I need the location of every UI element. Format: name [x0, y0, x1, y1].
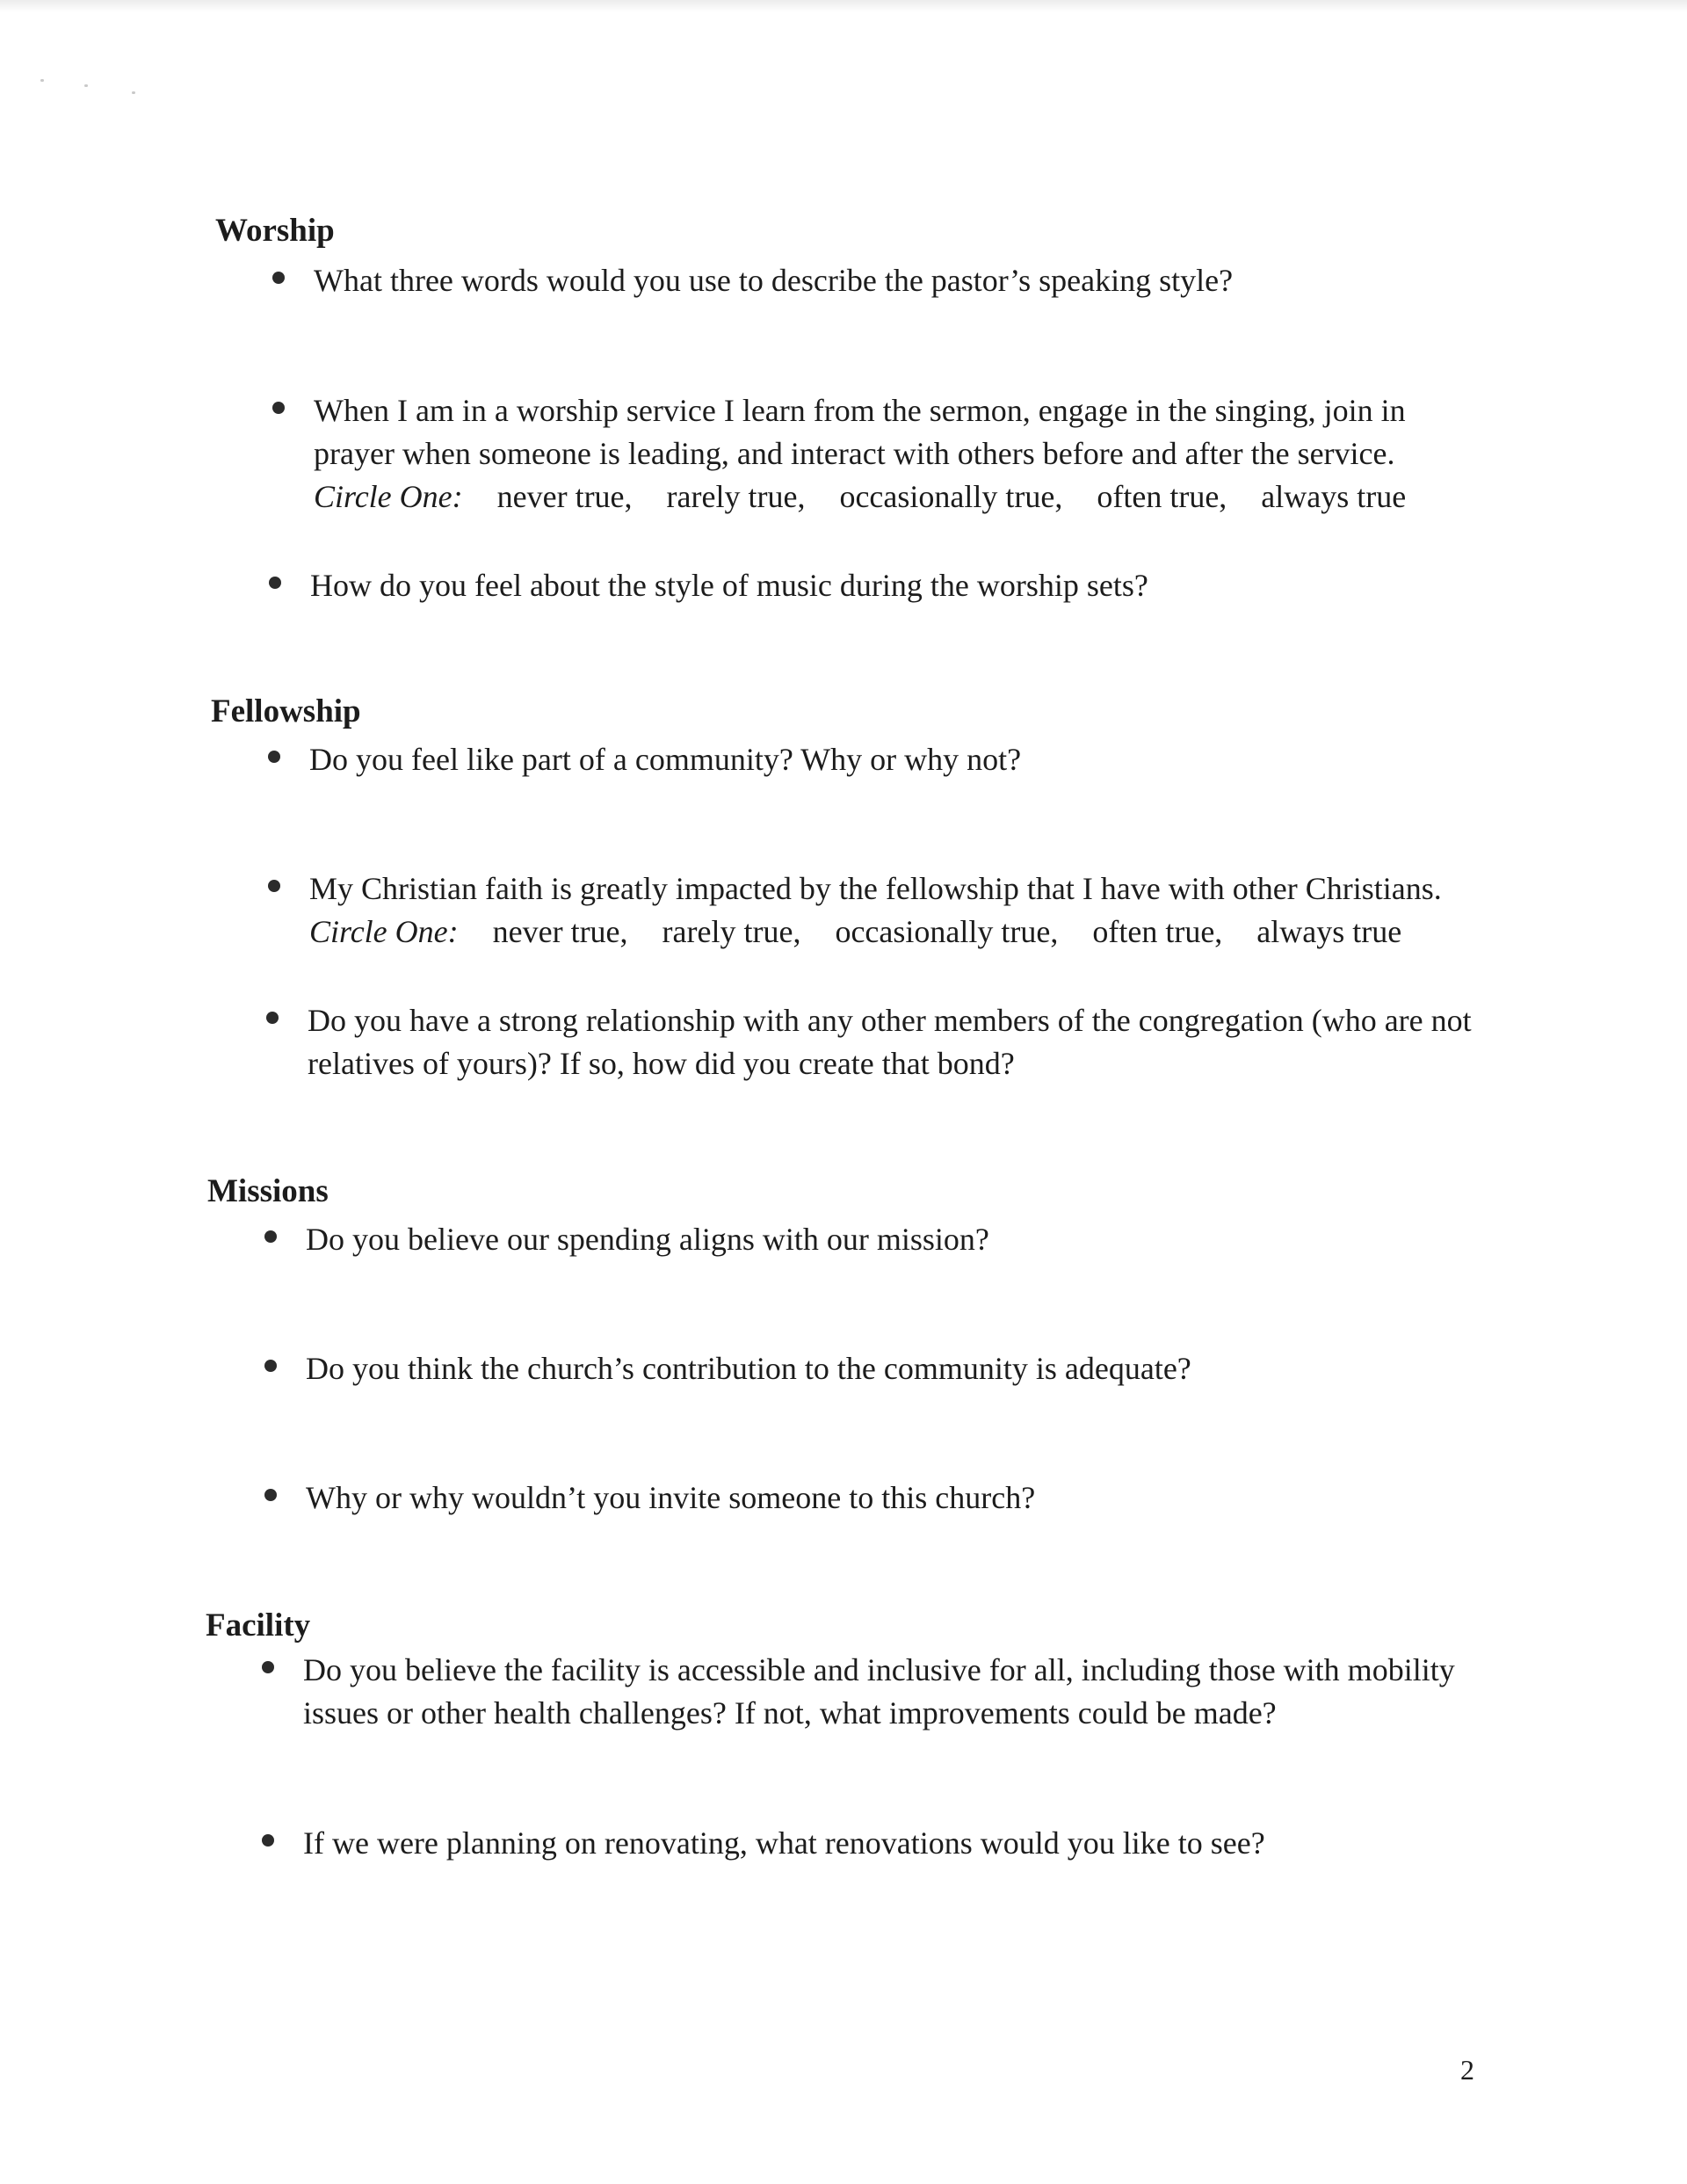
question-text: What three words would you use to describe the pastor’s speaking style? — [314, 263, 1234, 298]
section-title-worship: Worship — [215, 213, 335, 249]
section-title-missions: Missions — [207, 1173, 329, 1209]
bullet-icon — [264, 1230, 277, 1243]
worship-item-3 — [310, 564, 1558, 607]
option-always-true[interactable]: always true — [1261, 479, 1407, 514]
worship-item-2 — [314, 389, 1456, 519]
question-text: How do you feel about the style of music during the worship sets? — [310, 568, 1148, 603]
question-text: My Christian faith is greatly impacted by the fellowship that I have with other Christians. — [309, 871, 1442, 906]
missions-item-1 — [306, 1218, 1553, 1261]
bullet-icon — [268, 880, 280, 892]
bullet-icon — [262, 1661, 274, 1673]
facility-item-1 — [303, 1649, 1472, 1735]
question-text: When I am in a worship service I learn from the sermon, engage in the singing, join in prayer when someone is leading, and interact with others before and after the service. — [314, 393, 1406, 471]
option-occasionally-true[interactable]: occasionally true, — [835, 914, 1059, 949]
option-always-true[interactable]: always true — [1256, 914, 1402, 949]
circle-one-scale — [314, 475, 1456, 519]
bullet-icon — [262, 1834, 274, 1847]
circle-one-label: Circle One: — [314, 479, 463, 514]
option-never-true[interactable]: never true, — [496, 479, 633, 514]
option-often-true[interactable]: often true, — [1092, 914, 1223, 949]
missions-item-2 — [306, 1347, 1553, 1390]
missions-item-3 — [306, 1477, 1553, 1520]
question-text: If we were planning on renovating, what renovations would you like to see? — [303, 1825, 1265, 1861]
fellowship-item-3 — [308, 999, 1485, 1085]
question-text: Do you think the church’s contribution to the community is adequate? — [306, 1351, 1191, 1386]
bullet-icon — [272, 402, 285, 414]
fellowship-item-1 — [309, 738, 1557, 781]
question-text: Why or why wouldn’t you invite someone to this church? — [306, 1480, 1036, 1515]
bullet-icon — [272, 272, 285, 284]
option-rarely-true[interactable]: rarely true, — [662, 914, 801, 949]
circle-one-scale — [309, 911, 1557, 954]
circle-one-label: Circle One: — [309, 914, 459, 949]
section-title-facility: Facility — [206, 1607, 311, 1643]
question-text: Do you believe our spending aligns with our mission? — [306, 1222, 989, 1257]
option-rarely-true[interactable]: rarely true, — [666, 479, 806, 514]
option-occasionally-true[interactable]: occasionally true, — [839, 479, 1063, 514]
scan-speck — [84, 84, 88, 87]
bullet-icon — [264, 1489, 277, 1501]
option-never-true[interactable]: never true, — [492, 914, 628, 949]
scan-speck — [132, 91, 135, 94]
option-often-true[interactable]: often true, — [1097, 479, 1227, 514]
bullet-icon — [264, 1360, 277, 1372]
bullet-icon — [269, 577, 281, 589]
facility-item-2 — [303, 1822, 1551, 1865]
question-text: Do you have a strong relationship with any other members of the congregation (who are not relatives of yours)? If so, how did you create that bond? — [308, 1003, 1472, 1081]
bullet-icon — [268, 751, 280, 763]
scan-edge-shading — [0, 0, 1687, 12]
question-text: Do you feel like part of a community? Why or why not? — [309, 742, 1022, 777]
bullet-icon — [266, 1012, 279, 1024]
section-title-fellowship: Fellowship — [211, 693, 361, 729]
scan-speck — [40, 79, 44, 82]
fellowship-item-2 — [309, 867, 1557, 954]
page-number: 2 — [1460, 2054, 1474, 2086]
worship-item-1 — [314, 259, 1561, 302]
question-text: Do you believe the facility is accessible and inclusive for all, including those with mobility issues or other health challenges? If not, what improvements could be made? — [303, 1652, 1455, 1731]
